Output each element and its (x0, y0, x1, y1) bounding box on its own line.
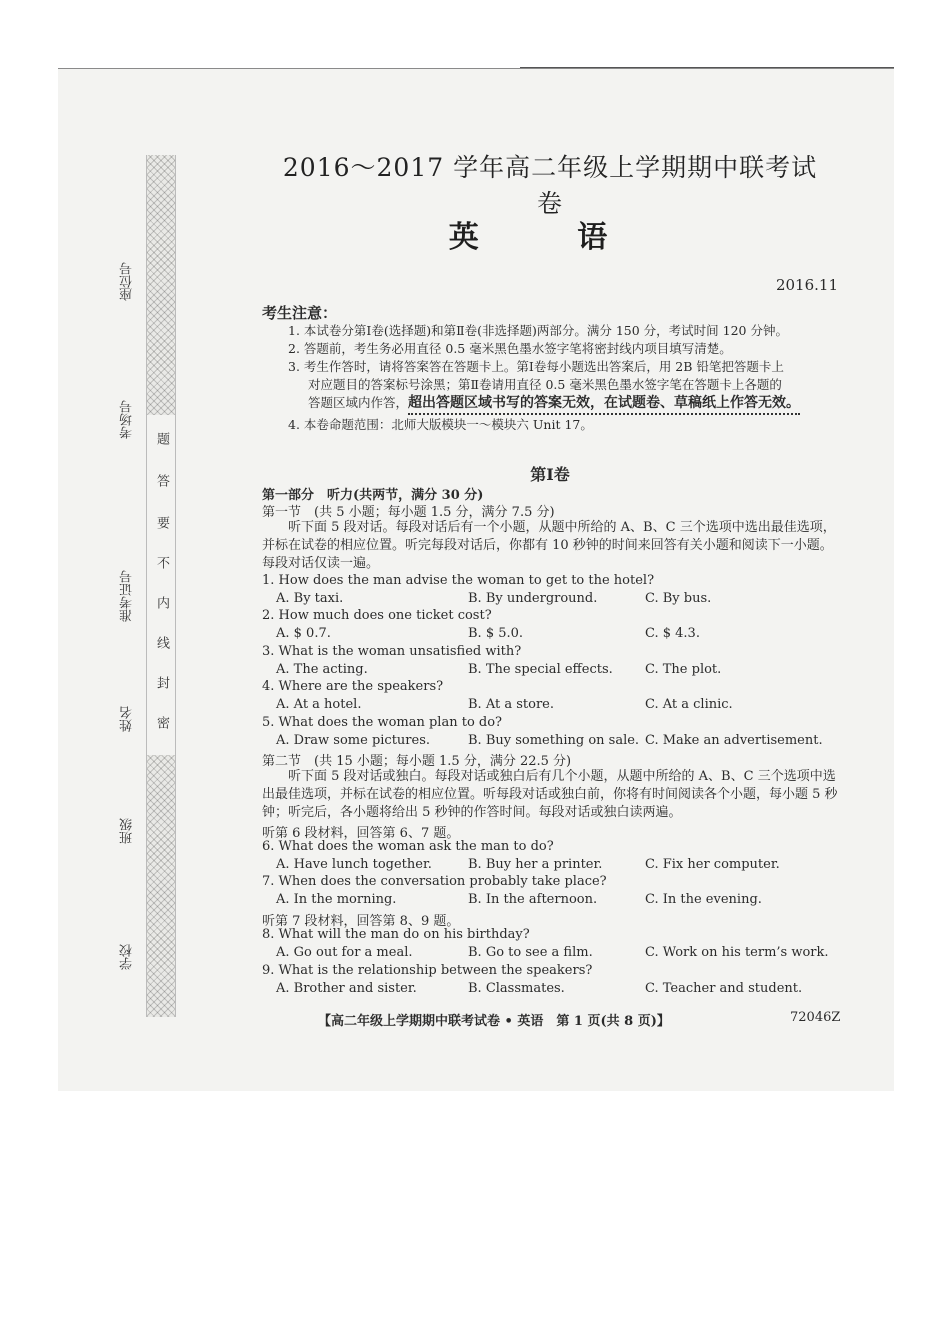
page-footer: 【高二年级上学期期中联考试卷 • 英语 第 1 页(共 8 页)】 (318, 1014, 670, 1029)
q1-option-a: A. By taxi. (276, 591, 344, 606)
q3-option-c: C. The plot. (645, 662, 722, 677)
volume-title: 第Ⅰ卷 (530, 465, 570, 484)
material-7-instruction: 听第 7 段材料，回答第 8、9 题。 (262, 914, 460, 929)
q6-option-a: A. Have lunch together. (276, 857, 432, 872)
seal-char: 不 (154, 556, 169, 569)
q5-option-b: B. Buy something on sale. (468, 733, 640, 748)
seal-char: 内 (154, 596, 169, 609)
section2-title: 第二节 (共 15 小题；每小题 1.5 分，满分 22.5 分) (262, 754, 572, 769)
notice-title: 考生注意： (262, 304, 338, 322)
notice-item-3-pre: 答题区域内作答， (308, 395, 409, 410)
question-2: 2. How much does one ticket cost? (262, 608, 492, 623)
notice-item-3: 3. 考生作答时，请将答案答在答题卡上。第Ⅰ卷每小题选出答案后，用 2B 铅笔把答题卡上 (288, 359, 784, 374)
question-9: 9. What is the relationship between the speakers? (262, 963, 593, 978)
section1-title: 第一节 (共 5 小题；每小题 1.5 分，满分 7.5 分) (262, 505, 555, 520)
section2-instructions: 听下面 5 段对话或独白。每段对话或独白后有几个小题，从题中所给的 A、B、C 三个选项中选出最佳选项，并标在试卷的相应位置。听每段对话或独白前，你将有时间阅读各个小题，每小题 5 秒钟；听完后，各小题将给出 5 秒钟的作答时间。每段对话或独白读两遍。 (262, 769, 838, 820)
section1-instructions: 听下面 5 段对话。每段对话后有一个小题，从题中所给的 A、B、C 三个选项中选出最佳选项，并标在试卷的相应位置。听完每段对话后，你都有 10 秒钟的时间来回答有关小题和阅读下一小题。每段对话仅读一遍。 (262, 520, 836, 571)
q8-option-c: C. Work on his term’s work. (645, 945, 829, 960)
name-field (118, 706, 137, 732)
q7-option-b: B. In the afternoon. (468, 892, 598, 907)
exam-room-field (118, 400, 137, 439)
name-label: 姓名 (120, 706, 135, 732)
question-5: 5. What does the woman plan to do? (262, 715, 503, 730)
school-field (118, 944, 137, 970)
q9-option-a: A. Brother and sister. (276, 981, 417, 996)
q9-option-c: C. Teacher and student. (645, 981, 803, 996)
admission-number-field (118, 570, 137, 622)
q4-option-b: B. At a store. (468, 697, 554, 712)
seal-char: 要 (154, 516, 169, 529)
question-4: 4. Where are the speakers? (262, 679, 444, 694)
exam-room-label: 考场号 (120, 400, 135, 439)
seal-strip-window (146, 415, 176, 755)
seal-char: 线 (154, 636, 169, 649)
material-6-instruction: 听第 6 段材料，回答第 6、7 题。 (262, 826, 460, 841)
q2-option-a: A. $ 0.7. (276, 626, 331, 641)
notice-item-1: 1. 本试卷分第Ⅰ卷(选择题)和第Ⅱ卷(非选择题)两部分。满分 150 分，考试时间 120 分钟。 (288, 323, 788, 338)
notice-item-3-cont: 对应题目的答案标号涂黑；第Ⅱ卷请用直径 0.5 毫米黑色墨水签字笔在答题卡上各题的 (308, 377, 782, 392)
q8-option-a: A. Go out for a meal. (276, 945, 413, 960)
question-7: 7. When does the conversation probably take place? (262, 874, 607, 889)
q3-option-b: B. The special effects. (468, 662, 613, 677)
question-6: 6. What does the woman ask the man to do? (262, 839, 554, 854)
q8-option-b: B. Go to see a film. (468, 945, 593, 960)
seal-char: 密 (154, 716, 169, 729)
seat-number-field (118, 262, 137, 301)
q4-option-c: C. At a clinic. (645, 697, 733, 712)
part1-title: 第一部分 听力(共两节，满分 30 分) (262, 488, 484, 503)
exam-date: 2016.11 (775, 276, 838, 294)
q6-option-b: B. Buy her a printer. (468, 857, 603, 872)
q2-option-b: B. $ 5.0. (468, 626, 524, 641)
subject-title: 英 语 (448, 220, 652, 255)
q5-option-c: C. Make an advertisement. (645, 733, 823, 748)
class-field (118, 818, 137, 844)
admission-number-label: 准考证号 (120, 570, 135, 622)
question-8: 8. What will the man do on his birthday? (262, 927, 530, 942)
q5-option-a: A. Draw some pictures. (276, 733, 431, 748)
notice-warning: 超出答题区域书写的答案无效，在试题卷、草稿纸上作答无效。 (408, 395, 800, 415)
exam-code: 72046Z (790, 1010, 841, 1025)
q1-option-b: B. By underground. (468, 591, 598, 606)
q1-option-c: C. By bus. (645, 591, 712, 606)
seal-char: 封 (154, 676, 169, 689)
q2-option-c: C. $ 4.3. (645, 626, 700, 641)
seat-number-label: 座位号 (120, 262, 135, 301)
question-3: 3. What is the woman unsatisfied with? (262, 644, 522, 659)
top-rule (520, 67, 894, 68)
question-1: 1. How does the man advise the woman to get to the hotel? (262, 573, 655, 588)
q6-option-c: C. Fix her computer. (645, 857, 780, 872)
q4-option-a: A. At a hotel. (276, 697, 362, 712)
seal-char: 答 (154, 474, 169, 487)
notice-item-2: 2. 答题前，考生务必用直径 0.5 毫米黑色墨水签字笔将密封线内项目填写清楚。 (288, 341, 732, 356)
q9-option-b: B. Classmates. (468, 981, 565, 996)
q7-option-c: C. In the evening. (645, 892, 762, 907)
school-label: 学校 (120, 944, 135, 970)
q7-option-a: A. In the morning. (276, 892, 397, 907)
notice-item-4: 4. 本卷命题范围：北师大版模块一～模块六 Unit 17。 (288, 417, 593, 432)
class-label: 班级 (120, 818, 135, 844)
notice-item-3-cont2 (308, 394, 800, 412)
seal-char: 题 (154, 432, 169, 445)
exam-title: 2016～2017 学年高二年级上学期期中联考试卷 (282, 153, 818, 218)
q3-option-a: A. The acting. (276, 662, 368, 677)
